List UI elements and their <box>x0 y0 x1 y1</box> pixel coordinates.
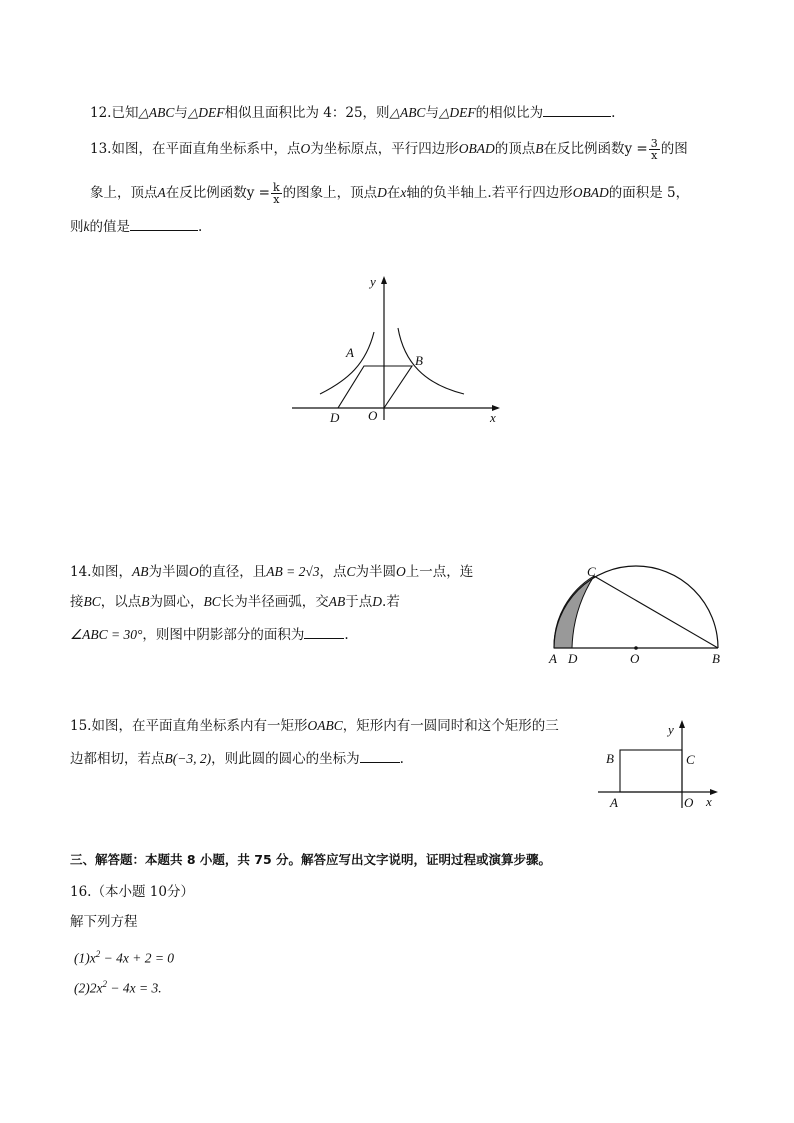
question-16-header: 16.（本小题 10分） <box>70 884 194 900</box>
label-x: x <box>490 410 496 425</box>
answer-blank[interactable] <box>304 624 344 639</box>
figure-15 <box>594 718 724 818</box>
hyperbola-3-over-x <box>398 328 464 394</box>
label-B: B <box>415 353 423 368</box>
label-y: y <box>668 722 674 737</box>
question-12: 12.已知△ABC与△DEF相似且面积比为 4：25，则△ABC与△DEF的相似比为 . <box>90 102 615 123</box>
equation-1: $(1)x^2 - 4x + 2 = 0$ <box>74 949 175 966</box>
segment-cb <box>594 576 718 648</box>
label-O: O <box>630 651 640 666</box>
question-13-line-3: 则k的值是 . <box>70 216 202 237</box>
section-3-header: 三、解答题：本题共 8 小题，共 75 分。解答应写出文字说明，证明过程或演算步骤。 <box>70 852 552 867</box>
equation-2: $(2)2x^2 - 4x = 3$. <box>74 979 162 996</box>
fraction-3-over-x: $\frac{3}{x}$ <box>650 137 658 162</box>
figure-13 <box>288 270 508 430</box>
question-15-line-2: 边都相切，若点B(−3, 2)，则此圆的圆心的坐标为 . <box>70 748 404 769</box>
question-15-line-1: 15.如图，在平面直角坐标系内有一矩形OABC，矩形内有一圆同时和这个矩形的三 <box>70 718 559 734</box>
hyperbola-k-over-x <box>320 332 374 394</box>
y-axis-arrow <box>679 720 685 728</box>
answer-blank[interactable] <box>360 748 400 763</box>
label-A: A <box>549 651 557 666</box>
answer-blank[interactable] <box>543 102 611 117</box>
label-O: O <box>684 795 694 810</box>
question-16-prompt: 解下列方程 <box>70 914 138 930</box>
label-B: B <box>606 751 614 766</box>
label-D: D <box>568 651 578 666</box>
figure-14 <box>548 562 728 672</box>
label-D: D <box>330 410 340 425</box>
label-A: A <box>346 345 354 360</box>
label-B: B <box>712 651 720 666</box>
label-y: y <box>370 274 376 289</box>
question-14-line-3: ∠ABC = 30°，则图中阴影部分的面积为 . <box>70 624 349 645</box>
answer-blank[interactable] <box>130 216 198 231</box>
question-13-line-2: 象上，顶点A在反比例函数y = $\frac{k}{x}$ 的图象上，顶点D在x轴的负半轴上.若平行四边形OBAD的面积是 5， <box>90 181 690 206</box>
label-O: O <box>368 408 378 423</box>
rectangle-oabc <box>620 750 682 792</box>
shaded-region <box>554 576 594 648</box>
fraction-k-over-x: $\frac{k}{x}$ <box>272 181 280 206</box>
center-dot <box>634 646 638 650</box>
label-C: C <box>587 564 596 579</box>
label-C: C <box>686 752 695 767</box>
question-13-line-1: 13.如图，在平面直角坐标系中，点O为坐标原点，平行四边形OBAD的顶点B在反比例函数y = $\frac{3}{x}$ 的图 <box>90 137 688 162</box>
label-x: x <box>706 794 712 809</box>
y-axis-arrow <box>381 276 387 284</box>
question-14-line-2: 接BC，以点B为圆心，BC长为半径画弧，交AB于点D.若 <box>70 594 400 610</box>
question-14-line-1: 14.如图，AB为半圆O的直径，且AB = 2√3，点C为半圆O上一点，连 <box>70 564 474 580</box>
label-A: A <box>610 795 618 810</box>
parallelogram-obad <box>338 366 412 408</box>
